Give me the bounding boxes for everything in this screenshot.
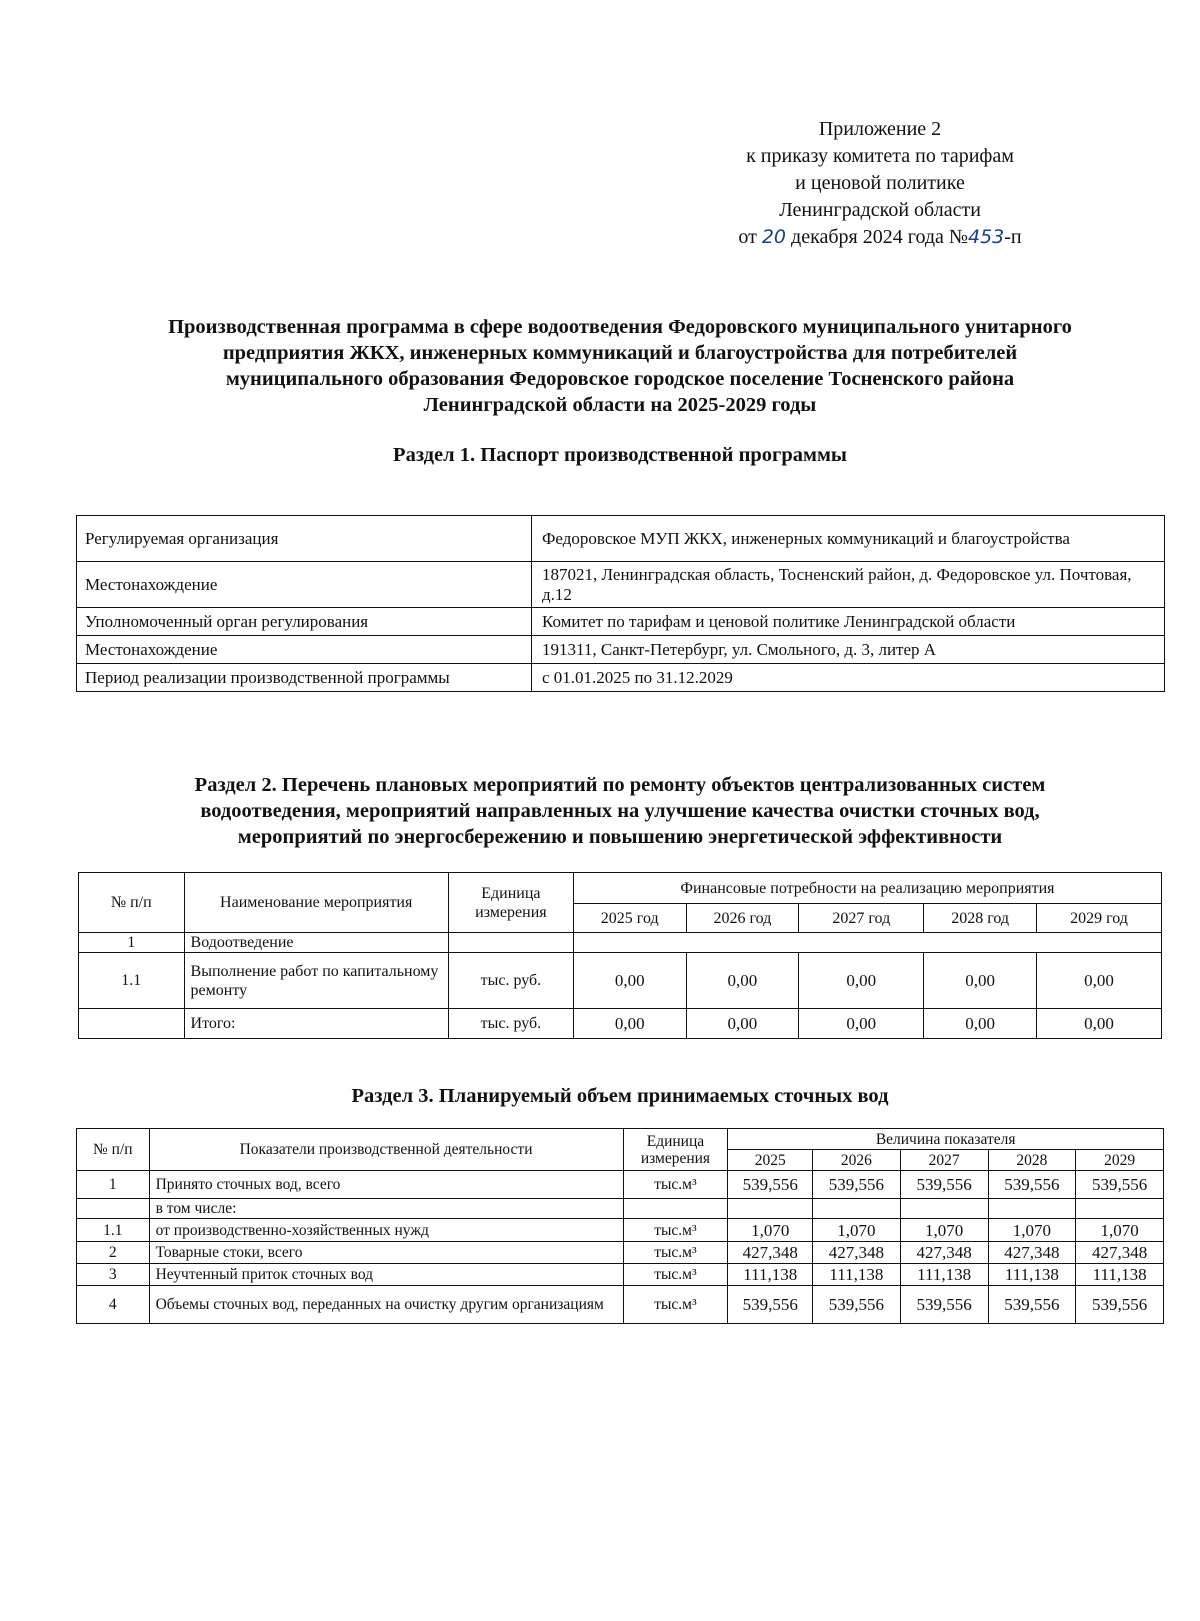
cell-value: 111,138: [813, 1264, 901, 1286]
cell-name: Водоотведение: [184, 933, 448, 953]
table-row: [77, 1199, 1164, 1219]
passport-table: [76, 515, 1165, 692]
cell-num: 2: [77, 1242, 150, 1264]
table-row: [77, 1286, 1164, 1324]
col-header-year: 2025 год: [573, 904, 686, 933]
heading-line: Раздел 2. Перечень плановых мероприятий по ремонту объектов централизованных систем: [194, 774, 1046, 796]
cell-unit: тыс.м³: [623, 1264, 728, 1286]
cell-value: 539,556: [1076, 1171, 1164, 1199]
cell-name: Товарные стоки, всего: [149, 1242, 623, 1264]
cell-value: 1,070: [988, 1219, 1076, 1242]
col-header-year: 2028 год: [924, 904, 1037, 933]
cell-value: 539,556: [900, 1171, 988, 1199]
table-row: [77, 516, 1165, 562]
table-header-row: [77, 1129, 1164, 1150]
passport-key: Местонахождение: [77, 562, 532, 608]
volume-table: [76, 1128, 1164, 1324]
cell-value: 0,00: [1036, 1009, 1161, 1039]
cell-value: 539,556: [728, 1286, 813, 1324]
cell-value: 111,138: [728, 1264, 813, 1286]
handwritten-day: 20: [761, 226, 787, 248]
table-row: [77, 1264, 1164, 1286]
col-header-num: № п/п: [79, 873, 185, 933]
heading-line: водоотведения, мероприятий направленных на улучшение качества очистки сточных вод,: [200, 800, 1040, 822]
title-line: Производственная программа в сфере водоотведения Федоровского муниципального унитарного: [168, 316, 1072, 338]
cell-num: 1.1: [79, 953, 185, 1009]
col-header-year: 2026 год: [686, 904, 799, 933]
date-middle: декабря 2024 года №: [786, 226, 968, 248]
passport-value: с 01.01.2025 по 31.12.2029: [532, 664, 1165, 692]
table-row: [79, 953, 1162, 1009]
cell-unit: [448, 933, 573, 953]
col-header-year: 2029 год: [1036, 904, 1161, 933]
cell-name: от производственно-хозяйственных нужд: [149, 1219, 623, 1242]
cell-value: 427,348: [728, 1242, 813, 1264]
cell-value: 0,00: [1036, 953, 1161, 1009]
cell-name: Неучтенный приток сточных вод: [149, 1264, 623, 1286]
col-header-year: 2029: [1076, 1150, 1164, 1171]
appendix-date-line: [690, 224, 1070, 251]
cell-num: [77, 1199, 150, 1219]
passport-key: Местонахождение: [77, 636, 532, 664]
table-row: [79, 1009, 1162, 1039]
events-table: [78, 872, 1162, 1039]
col-header-year: 2026: [813, 1150, 901, 1171]
cell-value: 427,348: [988, 1242, 1076, 1264]
passport-key: Период реализации производственной программы: [77, 664, 532, 692]
cell-value: 539,556: [900, 1286, 988, 1324]
appendix-line: и ценовой политике: [795, 172, 965, 194]
col-header-name: Наименование мероприятия: [184, 873, 448, 933]
heading-line: мероприятий по энергосбережению и повышению энергетической эффективности: [237, 826, 1003, 848]
col-header-finance: Финансовые потребности на реализацию мероприятия: [573, 873, 1161, 904]
appendix-line: Приложение 2: [818, 118, 942, 140]
cell-value: 539,556: [988, 1171, 1076, 1199]
date-prefix: от: [738, 226, 762, 248]
cell-value: 0,00: [573, 953, 686, 1009]
col-header-year: 2027: [900, 1150, 988, 1171]
cell-unit: тыс.м³: [623, 1286, 728, 1324]
cell-unit: тыс.м³: [623, 1219, 728, 1242]
cell-value: 1,070: [813, 1219, 901, 1242]
cell-value: 0,00: [686, 1009, 799, 1039]
cell-value: 539,556: [728, 1171, 813, 1199]
cell-value: 427,348: [813, 1242, 901, 1264]
cell-value: 1,070: [900, 1219, 988, 1242]
table-row: [77, 1219, 1164, 1242]
table-row: [77, 664, 1165, 692]
cell-value: [900, 1199, 988, 1219]
cell-num: 1: [79, 933, 185, 953]
cell-value: 0,00: [686, 953, 799, 1009]
cell-value: 539,556: [813, 1286, 901, 1324]
cell-value: [728, 1199, 813, 1219]
cell-value: 427,348: [900, 1242, 988, 1264]
col-header-unit: Единица измерения: [623, 1129, 728, 1171]
section3-heading: Раздел 3. Планируемый объем принимаемых сточных вод: [351, 1085, 889, 1107]
title-line: предприятия ЖКХ, инженерных коммуникаций и благоустройства для потребителей: [222, 342, 1018, 364]
cell-unit: тыс.м³: [623, 1242, 728, 1264]
cell-unit: тыс. руб.: [448, 1009, 573, 1039]
cell-value: 539,556: [1076, 1286, 1164, 1324]
cell-value: 427,348: [1076, 1242, 1164, 1264]
table-row: [77, 562, 1165, 608]
passport-key: Регулируемая организация: [77, 516, 532, 562]
table-row: [77, 1242, 1164, 1264]
section2-heading: [80, 772, 1160, 850]
cell-value: 111,138: [1076, 1264, 1164, 1286]
passport-value: 191311, Санкт-Петербург, ул. Смольного, д. 3, литер А: [532, 636, 1165, 664]
col-header-year: 2028: [988, 1150, 1076, 1171]
cell-name: Итого:: [184, 1009, 448, 1039]
order-suffix: -п: [1004, 226, 1022, 248]
title-line: Ленинградской области на 2025-2029 годы: [423, 394, 817, 416]
cell-num: [79, 1009, 185, 1039]
passport-value: 187021, Ленинградская область, Тосненский район, д. Федоровское ул. Почтовая, д.12: [532, 562, 1165, 608]
section1-heading: Раздел 1. Паспорт производственной программы: [393, 444, 847, 466]
title-line: муниципального образования Федоровское городское поселение Тосненского района: [225, 368, 1015, 390]
cell-value: 539,556: [988, 1286, 1076, 1324]
cell-empty: [573, 933, 1161, 953]
col-header-year: 2025: [728, 1150, 813, 1171]
cell-value: 1,070: [728, 1219, 813, 1242]
cell-value: 0,00: [799, 953, 924, 1009]
cell-unit: тыс. руб.: [448, 953, 573, 1009]
cell-value: 0,00: [799, 1009, 924, 1039]
cell-value: [813, 1199, 901, 1219]
passport-value: Федоровское МУП ЖКХ, инженерных коммуникаций и благоустройства: [532, 516, 1165, 562]
cell-value: 0,00: [573, 1009, 686, 1039]
appendix-header: [690, 116, 1070, 251]
cell-num: 1.1: [77, 1219, 150, 1242]
appendix-line: Ленинградской области: [779, 199, 981, 221]
appendix-line: к приказу комитета по тарифам: [746, 145, 1014, 167]
passport-key: Уполномоченный орган регулирования: [77, 608, 532, 636]
col-header-num: № п/п: [77, 1129, 150, 1171]
cell-unit: тыс.м³: [623, 1171, 728, 1199]
document-title: [80, 314, 1160, 418]
cell-name: Выполнение работ по капитальному ремонту: [184, 953, 448, 1009]
cell-unit: [623, 1199, 728, 1219]
table-row: [77, 608, 1165, 636]
cell-num: 1: [77, 1171, 150, 1199]
passport-value: Комитет по тарифам и ценовой политике Ленинградской области: [532, 608, 1165, 636]
cell-value: 0,00: [924, 953, 1037, 1009]
cell-name: Объемы сточных вод, переданных на очистку другим организациям: [149, 1286, 623, 1324]
col-header-year: 2027 год: [799, 904, 924, 933]
cell-value: 0,00: [924, 1009, 1037, 1039]
handwritten-order-number: 453: [968, 226, 1005, 248]
cell-value: 1,070: [1076, 1219, 1164, 1242]
cell-num: 3: [77, 1264, 150, 1286]
col-header-name: Показатели производственной деятельности: [149, 1129, 623, 1171]
cell-value: [1076, 1199, 1164, 1219]
table-row: [79, 933, 1162, 953]
table-header-row: [79, 873, 1162, 904]
col-header-unit: Единица измерения: [448, 873, 573, 933]
cell-num: 4: [77, 1286, 150, 1324]
table-row: [77, 636, 1165, 664]
cell-value: 539,556: [813, 1171, 901, 1199]
col-header-value: Величина показателя: [728, 1129, 1164, 1150]
cell-value: 111,138: [988, 1264, 1076, 1286]
cell-value: [988, 1199, 1076, 1219]
cell-name: Принято сточных вод, всего: [149, 1171, 623, 1199]
cell-name: в том числе:: [149, 1199, 623, 1219]
table-row: [77, 1171, 1164, 1199]
cell-value: 111,138: [900, 1264, 988, 1286]
